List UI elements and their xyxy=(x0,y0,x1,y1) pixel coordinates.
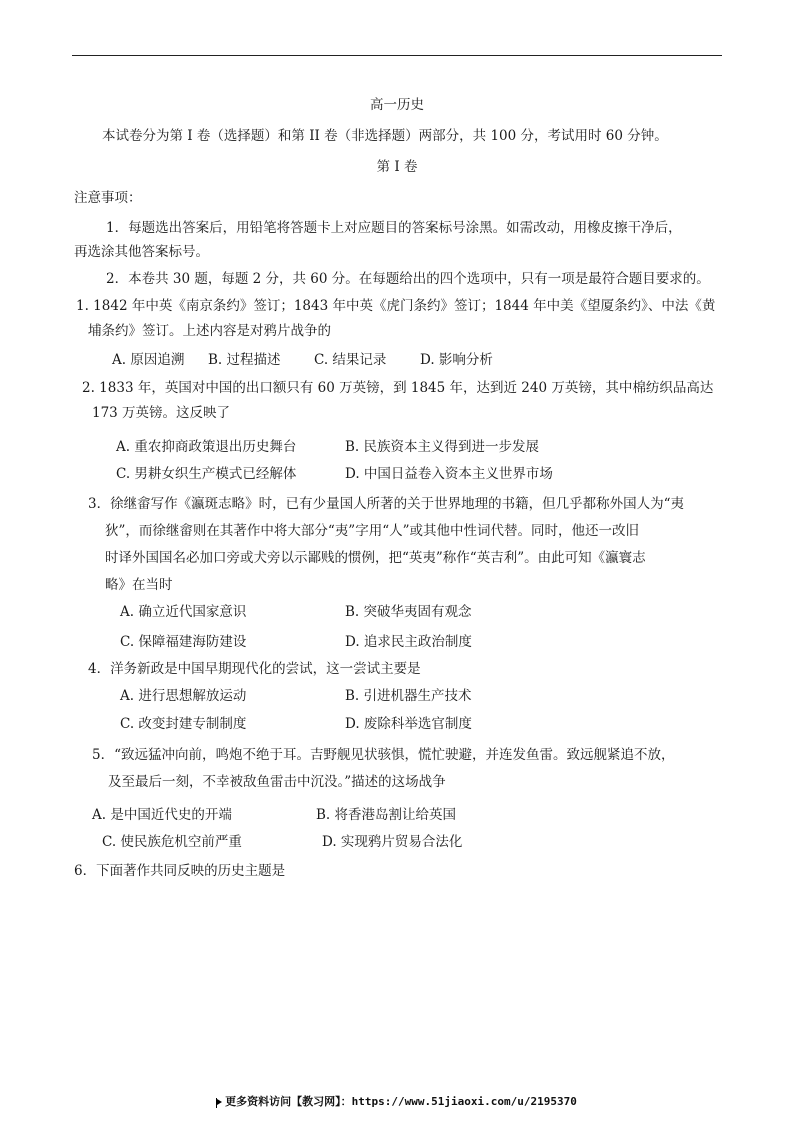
question-1-stem: 1. 1842 年中英《南京条约》签订；1843 年中英《虎门条约》签订；1844 年中美《望厦条约》、中法《黄 xyxy=(76,298,716,314)
question-2-option-c: C. 男耕女织生产模式已经解体 xyxy=(116,466,297,482)
question-4-stem: 4．洋务新政是中国早期现代化的尝试，这一尝试主要是 xyxy=(88,661,421,677)
question-6-stem: 6．下面著作共同反映的历史主题是 xyxy=(74,863,286,879)
question-3-option-b: B. 突破华夷固有观念 xyxy=(345,604,472,620)
question-3-stem-cont-1: 狄”，而徐继畲则在其著作中将大部分“夷”字用“人”或其他中性词代替。同时，他还一改旧 xyxy=(105,523,640,539)
question-2-option-d: D. 中国日益卷入资本主义世界市场 xyxy=(345,466,553,482)
section-title: 第 I 卷 xyxy=(376,159,418,175)
question-1-option-a: A. 原因追溯 xyxy=(112,352,185,368)
question-5-option-c: C. 使民族危机空前严重 xyxy=(102,834,242,850)
question-5-option-b: B. 将香港岛割让给英国 xyxy=(316,807,457,823)
question-2-option-b: B. 民族资本主义得到进一步发展 xyxy=(345,439,540,455)
question-3-stem-cont-3: 略》在当时 xyxy=(105,577,173,593)
notice-item-2: 2．本卷共 30 题，每题 2 分，共 60 分。在每题给出的四个选项中，只有一项是最符合题目要求的。 xyxy=(106,271,710,287)
question-3-stem-cont-2: 时译外国国名必加口旁或犬旁以示鄙贱的惯例，把“英夷”称作“英吉利”。由此可知《瀛寰志 xyxy=(105,550,646,566)
question-3-stem: 3．徐继畲写作《瀛斑志略》时，已有少量国人所著的关于世界地理的书籍，但几乎都称外国人为“夷 xyxy=(88,496,684,512)
question-4-option-c: C. 改变封建专制制度 xyxy=(120,716,247,732)
flag-icon xyxy=(217,1099,222,1105)
question-4-option-b: B. 引进机器生产技术 xyxy=(345,688,472,704)
question-5-stem: 5．“致远猛冲向前，鸣炮不绝于耳。吉野舰见状骇惧，慌忙驶避，并连发鱼雷。致远舰紧追不放， xyxy=(92,747,675,763)
footer-link-text[interactable]: 更多资料访问【教习网】：https://www.51jiaoxi.com/u/2195370 xyxy=(225,1095,577,1108)
question-2-option-a: A. 重农抑商政策退出历史舞台 xyxy=(116,439,297,455)
notice-heading: 注意事项： xyxy=(74,190,142,206)
notice-item-1-cont: 再选涂其他答案标号。 xyxy=(74,244,209,260)
question-3-option-a: A. 确立近代国家意识 xyxy=(120,604,247,620)
question-4-option-a: A. 进行思想解放运动 xyxy=(120,688,247,704)
question-4-option-d: D. 废除科举选官制度 xyxy=(345,716,472,732)
exam-intro: 本试卷分为第 I 卷（选择题）和第 II 卷（非选择题）两部分，共 100 分，考试用时 60 分钟。 xyxy=(102,128,668,144)
footer xyxy=(0,1093,794,1109)
question-1-option-c: C. 结果记录 xyxy=(314,352,387,368)
question-1-option-b: B. 过程描述 xyxy=(208,352,281,368)
question-3-option-d: D. 追求民主政治制度 xyxy=(345,634,472,650)
page-title: 高一历史 xyxy=(370,97,424,113)
notice-item-1: 1．每题选出答案后，用铅笔将答题卡上对应题目的答案标号涂黑。如需改动，用橡皮擦干净后， xyxy=(106,220,682,236)
question-2-stem-cont: 173 万英镑。这反映了 xyxy=(92,405,231,421)
top-rule xyxy=(72,55,722,56)
question-1-stem-cont: 埔条约》签订。上述内容是对鸦片战争的 xyxy=(88,323,331,339)
question-2-stem: 2. 1833 年，英国对中国的出口额只有 60 万英镑，到 1845 年，达到近 240 万英镑，其中棉纺织品高达 xyxy=(82,380,714,396)
question-5-stem-cont: 及至最后一刻，不幸被敌鱼雷击中沉没。”描述的这场战争 xyxy=(108,774,446,790)
question-5-option-a: A. 是中国近代史的开端 xyxy=(92,807,232,823)
question-3-option-c: C. 保障福建海防建设 xyxy=(120,634,247,650)
question-1-option-d: D. 影响分析 xyxy=(420,352,493,368)
question-5-option-d: D. 实现鸦片贸易合法化 xyxy=(322,834,463,850)
